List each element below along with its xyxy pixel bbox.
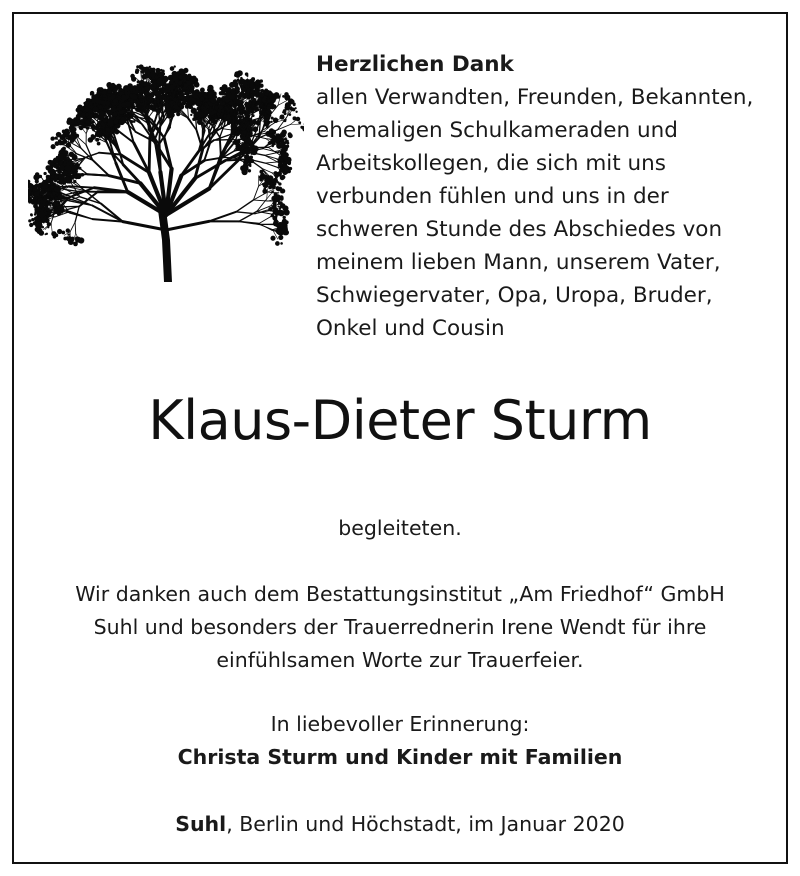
memory-line: In liebevoller Erinnerung: [270,712,530,736]
deceased-name: Klaus-Dieter Sturm [148,389,652,452]
place-date [0,808,800,841]
intro-line: Arbeitskollegen, die sich mit uns [316,151,666,176]
thanks-heading: Herzlichen Dank [316,52,514,77]
place-rest: , Berlin und Höchstadt, im Januar 2020 [226,812,625,836]
accompanied-text [0,512,800,545]
intro-line: meinem lieben Mann, unserem Vater, [316,250,721,275]
intro-line: allen Verwandten, Freunden, Bekannten, [316,85,754,110]
signatories: Christa Sturm und Kinder mit Familien [177,745,623,769]
intro-line: schweren Stunde des Abschiedes von [316,217,723,242]
place-date-line [0,808,800,841]
additional-thanks [0,578,800,677]
intro-line: Onkel und Cousin [316,316,505,341]
intro-line: verbunden fühlen und uns in der [316,184,669,209]
additional-thanks-line: Wir danken auch dem Bestattungsinstitut „Am Friedhof“ GmbH [75,582,725,606]
intro-line: Schwiegervater, Opa, Uropa, Bruder, [316,283,713,308]
memory-block [0,708,800,774]
additional-thanks-line: Suhl und besonders der Trauerrednerin Irene Wendt für ihre [93,615,707,639]
accompanied-line: begleiteten. [338,516,462,540]
thanks-text-block [316,48,776,345]
intro-line: ehemaligen Schulkameraden und [316,118,678,143]
tree-icon [28,50,304,284]
additional-thanks-line: einfühlsamen Worte zur Trauerfeier. [216,648,584,672]
place-city: Suhl [175,812,227,836]
